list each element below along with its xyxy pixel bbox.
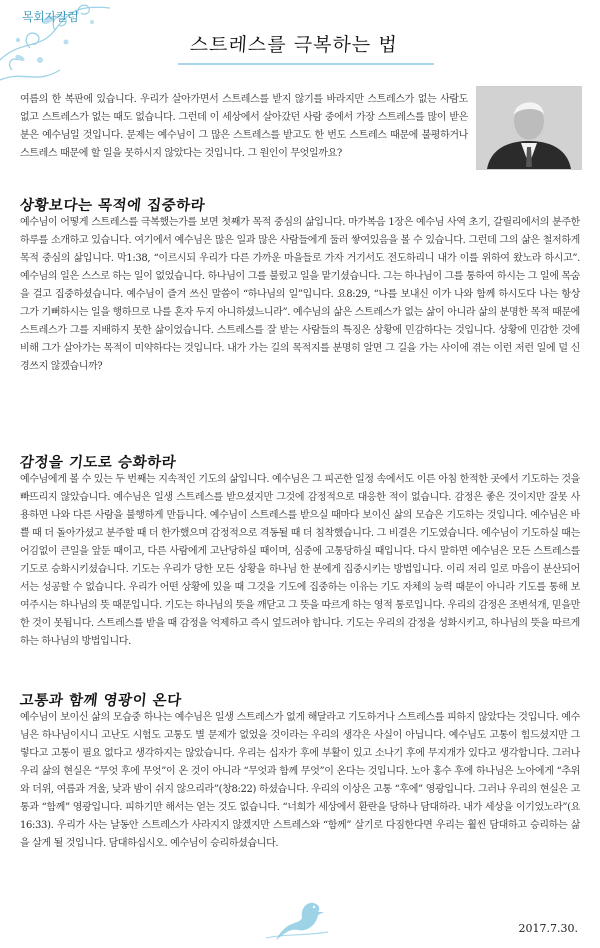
page-title: 스트레스를 극복하는 법 xyxy=(189,34,399,56)
intro-paragraph: 여름의 한 복판에 있습니다. 우리가 살아가면서 스트레스를 받지 않기를 바라지만 스트레스가 없는 사람도 없고 스트레스가 없는 때도 없습니다. 그런데 이 세상에서 살아갔던 사람 중에서 가장 스트레스를 많이 받은 분은 예수님일 것입니다. 문제는 예수님이 그 많은 스트레스를 받고도 한 번도 스트레스 때문에 불평하거나 스트레스 때문에 할 일을 못하시지 않았다는 것입니다. 그 원인이 무엇일까요? xyxy=(20,94,468,159)
section-body-1: 예수님이 어떻게 스트레스를 극복했는가를 보면 첫째가 목적 중심의 삶입니다. 마가복음 1장은 예수님 사역 초기, 갈릴리에서의 분주한 하루를 소개하고 있습니다. 여기에서 예수님은 많은 일과 많은 사람들에게 둘러 쌓여있음을 볼 수 있습니다. 그런데 그의 삶은 철저하게 목적 중심의 삶입니다. 막1:38, “이르시되 우리가 다른 가까운 마을들로 가자 거기서도 전도하리니 내가 이를 위하여 왔노라 하시고”. 예수님의 일은 스스로 하는 일이 없었습니다. 하나님이 그를 불렀고 일을 맡기셨습니다. 그는 하나님이 그를 통하여 하시는 그 일에 목숨을 걸고 집중하셨습니다. 예수님이 즐겨 쓰신 말씀이 “하나님의 일”입니다. 요8:29, “나를 보내신 이가 나와 함께 하시도다 나는 항상 그가 기뻐하시는 일을 행하므로 나를 혼자 두지 아니하셨느니라”. 예수님의 삶은 스트레스가 없는 삶이 아니라 삶의 분명한 목적 때문에 스트레스가 그를 지배하지 못한 삶이었습니다. 스트레스를 잘 받는 사람들의 특징은 상황에 민감하다는 것입니다. 상황에 민감한 것에 비해 그가 살아가는 목적이 미약하다는 것입니다. 내가 가는 길의 목적지를 분명히 알면 그 길을 가는 사이에 겪는 이런 저런 일에 덜 신경쓰지 않겠습니까? xyxy=(20,217,580,372)
column-category: 목회자칼럼 xyxy=(22,10,79,24)
section-heading-3: 고통과 함께 영광이 온다 xyxy=(19,693,183,709)
bird-icon xyxy=(262,888,332,946)
column-date: 2017.7.30. xyxy=(518,922,578,935)
section-heading-2: 감정을 기도로 승화하라 xyxy=(19,455,177,471)
section-heading-1: 상황보다는 목적에 집중하라 xyxy=(19,198,206,214)
title-underline xyxy=(178,63,434,65)
section-body-2: 예수님에게 볼 수 있는 두 번째는 지속적인 기도의 삶입니다. 예수님은 그 피곤한 일정 속에서도 이른 아침 한적한 곳에서 기도하는 것을 빠뜨리지 않았습니다. 예수님은 일생 스트레스를 받으셨지만 그것에 감정적으로 대응한 적이 없습니다. 감정은 좋은 것이지만 잘못 사용하면 나와 다른 사람을 불행하게 만듭니다. 예수님이 스트레스를 받으실 때마다 보이신 삶의 모습은 기도하는 것입니다. 예수님은 바쁠 때 더 돌아가셨고 분주할 때 더 한가했으며 감정적으로 격동될 때 더 침착했습니다. 그 비결은 기도였습니다. 예수님이 기도하실 때는 어김없이 큰일을 앞둔 때이고, 다른 사람에게 고난당하실 때이며, 심중에 고통당하실 때입니다. 다시 말하면 예수님은 모든 스트레스를 기도로 승화시키셨습니다. 기도는 우리가 당한 모든 상황을 하나님 한 분에게 집중시키는 방법입니다. 이리 저리 일로 마음이 분산되어서는 성공할 수 없습니다. 우리가 어떤 상황에 있을 때 그것을 기도에 집중하는 이유는 기도 자체의 능력 때문이 아니라 기도를 통해 보여주시는 하나님의 뜻 때문입니다. 기도는 하나님의 뜻을 깨닫고 그 뜻을 따르게 하는 영적 통로입니다. 우리의 감정은 조변석개, 믿을만한 것이 못됩니다. 스트레스를 받을 때 감정을 억제하고 즉시 엎드려야 합니다. 기도는 우리의 감정을 성화시키고, 하나님의 뜻을 따르게 하는 하나님의 방법입니다. xyxy=(20,474,580,647)
section-body-3: 예수님이 보이신 삶의 모습중 하나는 예수님은 일생 스트레스가 없게 해달라고 기도하거나 스트레스를 피하지 않았다는 것입니다. 예수님은 하나님이시니 고난도 시험도 고통도 별 문제가 없었을 것이라는 우리의 생각은 사실이 아닙니다. 예수님도 고통이 힘드셨지만 그렇다고 고통이 필요 없다고 생각하지는 않았습니다. 우리는 십자가 후에 부활이 있고 소나기 후에 무지개가 있다고 생각합니다. 그러나 우리 삶의 현실은 “무엇 후에 무엇”이 온 것이 아니라 “무엇과 함께 무엇”이 온다는 것입니다. 노아 홍수 후에 하나님은 노아에게 “추위와 더위, 여름과 겨울, 낮과 밤이 쉬지 않으리라”(창8:22) 하셨습니다. 우리의 이상은 고통 “후에” 영광입니다. 그러나 우리의 현실은 고통과 “함께” 영광입니다. 피하기만 해서는 얻는 것도 없습니다. “너희가 세상에서 환란을 당하나 담대하라. 내가 세상을 이기었노라”(요16:33). 우리가 사는 날동안 스트레스가 사라지지 않겠지만 스트레스와 “함께” 살기로 다짐한다면 우리는 훨씬 담대하고 승리하는 삶을 살게 될 것입니다. 담대하십시오. 예수님이 승리하셨습니다. xyxy=(20,712,580,849)
author-photo xyxy=(476,86,582,170)
